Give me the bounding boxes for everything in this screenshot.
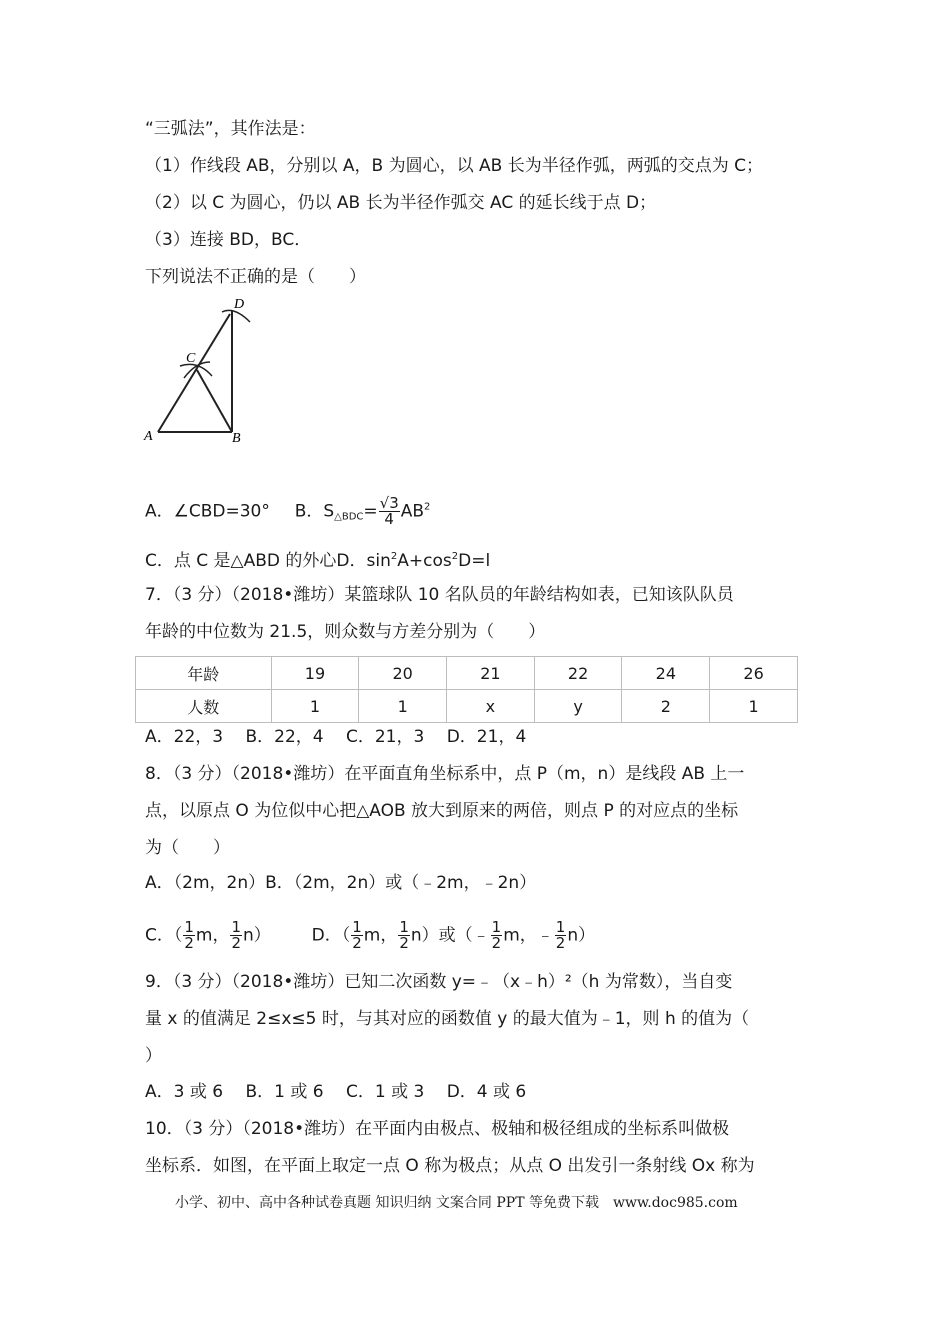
table-row: 人数 1 1 x y 2 1 [136, 690, 798, 723]
q10-line2: 坐标系．如图，在平面上取定一点 O 称为极点；从点 O 出发引一条射线 Ox 称为 [145, 1156, 755, 1176]
q8-options-cd: C．（ $\frac{1}{2}$ m， $\frac{1}{2}$ n） D．（ $\frac{1}{2}$ m， $\frac{1}{2}$ n）或（﹣ $\frac{1}{2}$ m，﹣ $\frac{1}{2}$ n） [145, 918, 596, 952]
q6-step3: （3）连接 BD，BC． [145, 230, 312, 250]
q9-line2: 量 x 的值满足 2≤x≤5 时，与其对应的函数值 y 的最大值为﹣1，则 h 的值为（ [145, 1009, 750, 1029]
q8-options-ab: A．（2m，2n）B．（2m，2n）或（﹣2m，﹣2n） [145, 873, 537, 893]
q6-opt-b-fraction: $\frac{√3}{4}$ [379, 494, 399, 528]
q6-options-cd: C．点 C 是△ABD 的外心D．$\sin^2A+\cos^2D=l$ [145, 551, 491, 571]
label-a: A [144, 429, 153, 444]
q8-line2: 点，以原点 O 为位似中心把△AOB 放大到原来的两倍，则点 P 的对应点的坐标 [145, 801, 739, 821]
q6-figure [140, 292, 260, 452]
q9-line1: 9．（3 分）（2018•潍坊）已知二次函数 y=﹣（x﹣h）²（h 为常数），当自变 [145, 972, 733, 992]
q8-line1: 8．（3 分）（2018•潍坊）在平面直角坐标系中，点 P（m，n）是线段 AB 上一 [145, 764, 745, 784]
fraction-half: $\frac{1}{2}$ [491, 918, 502, 952]
q9-line3: ） [145, 1046, 162, 1066]
label-b: B [232, 431, 241, 446]
fraction-half: $\frac{1}{2}$ [399, 918, 409, 952]
fraction-half: $\frac{1}{2}$ [555, 918, 566, 952]
q7-options: A．22，3 B．22，4 C．21，3 D．21，4 [145, 727, 527, 747]
table-row: 年龄 19 20 21 22 24 26 [136, 657, 798, 690]
age-table [135, 656, 798, 723]
fraction-half: $\frac{1}{2}$ [184, 918, 194, 952]
fraction-half: $\frac{1}{2}$ [231, 918, 242, 952]
label-c: C [186, 351, 196, 366]
q6-intro: “三弧法”，其作法是： [145, 119, 316, 139]
q7-line1: 7．（3 分）（2018•潍坊）某篮球队 10 名队员的年龄结构如表，已知该队队员 [145, 585, 734, 605]
fraction-half: $\frac{1}{2}$ [352, 918, 362, 952]
q6-opt-c: C．点 C 是△ABD 的外心 [145, 551, 337, 571]
q6-step2: （2）以 C 为圆心，仍以 AB 长为半径作弧交 AC 的延长线于点 D； [145, 193, 657, 213]
q6-step1: （1）作线段 AB，分别以 A，B 为圆心，以 AB 长为半径作弧，两弧的交点为 C； [145, 156, 763, 176]
q6-opt-a: A．∠CBD=30° [145, 501, 270, 522]
q9-options: A．3 或 6 B．1 或 6 C．1 或 3 D．4 或 6 [145, 1082, 527, 1102]
q10-line1: 10．（3 分）（2018•潍坊）在平面内由极点、极轴和极径组成的坐标系叫做极 [145, 1119, 730, 1139]
page-footer: 小学、初中、高中各种试卷真题 知识归纳 文案合同 PPT 等免费下载 www.doc985.com [175, 1195, 738, 1211]
q6-question: 下列说法不正确的是（ ） [145, 267, 366, 287]
q7-line2: 年龄的中位数为 21.5，则众数与方差分别为（ ） [145, 622, 546, 642]
q6-options-ab: A．∠CBD=30° B．$S_{\triangle BDC}=$ $\frac{√3}{4}$ $AB^2$ [145, 494, 431, 528]
label-d: D [234, 297, 245, 312]
q8-line3: 为（ ） [145, 838, 230, 858]
